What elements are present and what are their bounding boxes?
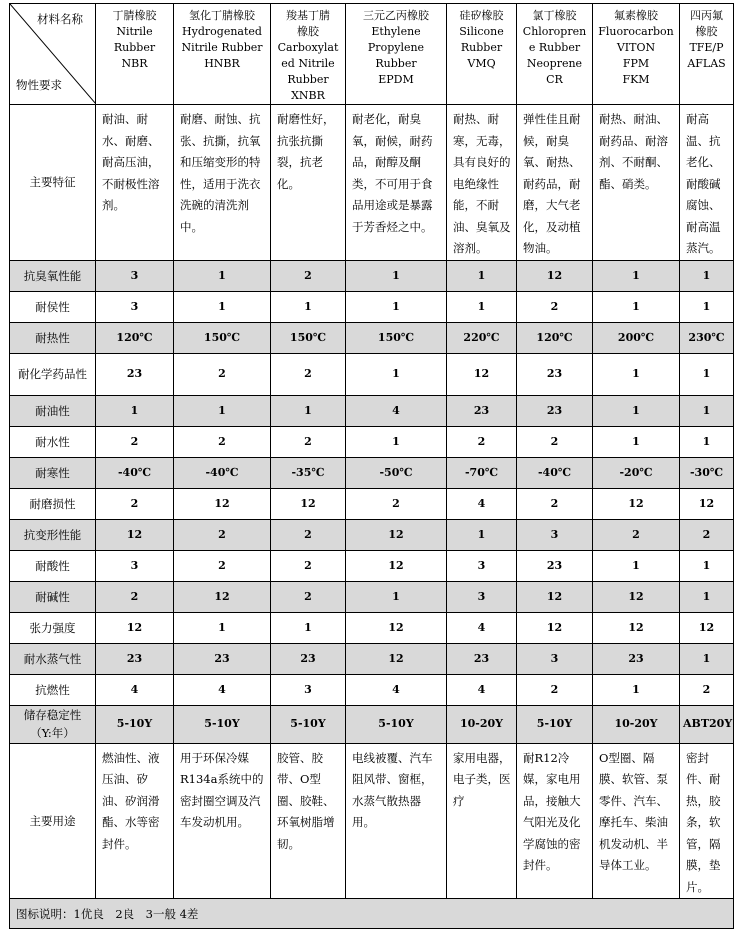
table-cell: 密封件、耐热，胶条，软管，隔膜，垫片。 (680, 743, 734, 899)
table-row (10, 353, 734, 395)
table-row (10, 488, 734, 519)
table-cell: 耐磨、耐蚀、抗张、抗撕，抗氧和压缩变形的特性，适用于洗衣洗碗的清洗剂中。 (174, 105, 271, 261)
table-cell: 5-10Y (517, 705, 593, 743)
row-label: 耐水性 (10, 426, 96, 457)
table-cell: 12 (593, 488, 680, 519)
table-cell: 2 (96, 488, 174, 519)
table-cell: 1 (346, 426, 447, 457)
row-label: 耐碱性 (10, 581, 96, 612)
header-corner-cell (10, 4, 96, 105)
row-label: 抗燃性 (10, 674, 96, 705)
table-cell: 5-10Y (271, 705, 346, 743)
table-cell: 4 (346, 674, 447, 705)
table-cell: 1 (680, 426, 734, 457)
table-cell: 3 (96, 260, 174, 291)
table-cell: 1 (174, 291, 271, 322)
table-cell: 胶管、胶带、O型圈、胶鞋、环氧树脂增韧。 (271, 743, 346, 899)
table-cell: -70℃ (447, 457, 517, 488)
table-cell: 4 (96, 674, 174, 705)
table-row (10, 743, 734, 899)
table-cell: 4 (447, 612, 517, 643)
table-cell: 12 (680, 488, 734, 519)
table-cell: 1 (593, 426, 680, 457)
table-cell: 3 (517, 519, 593, 550)
material-header-4: 硅矽橡胶 Silicone Rubber VMQ (447, 4, 517, 105)
table-cell: 耐热、耐寒，无毒，具有良好的电绝缘性能，不耐油、臭氧及溶剂。 (447, 105, 517, 261)
material-header-2: 羧基丁腈 橡胶 Carboxylat ed Nitrile Rubber XNBR (271, 4, 346, 105)
table-cell: 1 (593, 291, 680, 322)
table-cell: O型圈、隔膜、软管、泵零件、汽车、摩托车、柴油机发动机、半导体工业。 (593, 743, 680, 899)
row-label: 耐水蒸气性 (10, 643, 96, 674)
table-cell: 1 (593, 260, 680, 291)
table-cell: 2 (271, 353, 346, 395)
table-cell: 23 (517, 353, 593, 395)
table-cell: 200℃ (593, 322, 680, 353)
table-row (10, 550, 734, 581)
table-cell: 耐高温、抗老化、耐酸碱腐蚀、耐高温蒸汽。 (680, 105, 734, 261)
table-cell: 120℃ (96, 322, 174, 353)
table-cell: 12 (346, 643, 447, 674)
table-cell: 1 (680, 353, 734, 395)
table-cell: 10-20Y (593, 705, 680, 743)
table-cell: 2 (680, 519, 734, 550)
rubber-properties-table (9, 3, 734, 929)
table-cell: -50℃ (346, 457, 447, 488)
table-cell: 12 (517, 260, 593, 291)
material-header-0: 丁腈橡胶 Nitrile Rubber NBR (96, 4, 174, 105)
table-cell: -40℃ (517, 457, 593, 488)
table-cell: 用于环保冷媒R134a系统中的密封圈空调及汽车发动机用。 (174, 743, 271, 899)
row-label: 耐磨损性 (10, 488, 96, 519)
table-cell: 1 (680, 581, 734, 612)
table-cell: 1 (174, 612, 271, 643)
table-cell: 2 (174, 519, 271, 550)
table-cell: 12 (174, 581, 271, 612)
table-cell: 12 (96, 612, 174, 643)
table-cell: 1 (174, 395, 271, 426)
table-cell: 1 (346, 581, 447, 612)
table-cell: -40℃ (174, 457, 271, 488)
table-cell: 2 (517, 291, 593, 322)
table-cell: 12 (447, 353, 517, 395)
row-label: 耐热性 (10, 322, 96, 353)
table-cell: 12 (174, 488, 271, 519)
table-cell: 1 (174, 260, 271, 291)
table-cell: 23 (447, 643, 517, 674)
row-label: 耐寒性 (10, 457, 96, 488)
table-cell: 150℃ (346, 322, 447, 353)
table-cell: 23 (96, 353, 174, 395)
material-header-1: 氢化丁腈橡胶 Hydrogenated Nitrile Rubber HNBR (174, 4, 271, 105)
table-cell: 2 (517, 488, 593, 519)
table-cell: 5-10Y (346, 705, 447, 743)
table-cell: 4 (346, 395, 447, 426)
table-cell: 1 (593, 353, 680, 395)
table-cell: 1 (593, 550, 680, 581)
table-cell: 3 (517, 643, 593, 674)
material-header-3: 三元乙丙橡胶 Ethylene Propylene Rubber EPDM (346, 4, 447, 105)
table-cell: 耐热、耐油、耐药品、耐溶剂、不耐酮、酯、硝类。 (593, 105, 680, 261)
table-cell: 4 (174, 674, 271, 705)
table-cell: 23 (271, 643, 346, 674)
table-cell: 5-10Y (96, 705, 174, 743)
table-row (10, 519, 734, 550)
table-cell: 耐R12冷媒，家电用品，接触大气阳光及化学腐蚀的密封件。 (517, 743, 593, 899)
corner-material-name-label: 材料名称 (37, 12, 83, 26)
table-cell: 1 (680, 260, 734, 291)
table-cell: 4 (447, 674, 517, 705)
table-cell: 12 (593, 612, 680, 643)
table-cell: 1 (346, 260, 447, 291)
table-cell: 1 (447, 519, 517, 550)
table-row (10, 322, 734, 353)
table-cell: 2 (271, 260, 346, 291)
table-cell: 1 (96, 395, 174, 426)
material-header-6: 氟素橡胶 Fluorocarbon VITON FPM FKM (593, 4, 680, 105)
table-cell: 1 (346, 291, 447, 322)
table-cell: 230℃ (680, 322, 734, 353)
table-cell: 12 (346, 612, 447, 643)
table-cell: 2 (271, 426, 346, 457)
table-cell: 12 (517, 612, 593, 643)
table-cell: 3 (271, 674, 346, 705)
table-cell: 2 (271, 550, 346, 581)
row-label: 耐化学药品性 (10, 353, 96, 395)
table-cell: 12 (346, 550, 447, 581)
table-cell: 1 (680, 550, 734, 581)
table-cell: 家用电器，电子类，医疗 (447, 743, 517, 899)
table-cell: -40℃ (96, 457, 174, 488)
table-row (10, 612, 734, 643)
table-cell: 电线被覆、汽车阻风带、窗框，水蒸气散热器用。 (346, 743, 447, 899)
row-label: 张力强度 (10, 612, 96, 643)
table-cell: 1 (346, 353, 447, 395)
table-cell: 1 (271, 395, 346, 426)
table-cell: 1 (271, 291, 346, 322)
table-cell: 12 (593, 581, 680, 612)
table-cell: 2 (174, 426, 271, 457)
table-cell: 1 (593, 395, 680, 426)
material-header-5: 氯丁橡胶 Chloropren e Rubber Neoprene CR (517, 4, 593, 105)
table-cell: 1 (271, 612, 346, 643)
legend-row (10, 899, 734, 929)
table-cell: 23 (96, 643, 174, 674)
row-label: 耐侯性 (10, 291, 96, 322)
table-row (10, 674, 734, 705)
table-cell: 12 (96, 519, 174, 550)
table-cell: 3 (96, 550, 174, 581)
table-cell: 23 (593, 643, 680, 674)
table-cell: 12 (517, 581, 593, 612)
table-cell: 3 (447, 581, 517, 612)
row-label: 抗变形性能 (10, 519, 96, 550)
table-cell: 120℃ (517, 322, 593, 353)
table-row (10, 395, 734, 426)
table-cell: 2 (96, 581, 174, 612)
table-cell: 耐磨性好，抗张抗撕裂，抗老化。 (271, 105, 346, 261)
table-cell: 2 (517, 674, 593, 705)
table-cell: 4 (447, 488, 517, 519)
table-cell: -30℃ (680, 457, 734, 488)
table-cell: 3 (447, 550, 517, 581)
table-cell: 23 (517, 395, 593, 426)
row-label: 主要用途 (10, 743, 96, 899)
table-cell: 2 (447, 426, 517, 457)
table-cell: 3 (96, 291, 174, 322)
table-cell: 1 (680, 643, 734, 674)
table-cell: 耐老化，耐臭氧，耐候，耐药品，耐醇及酮类，不可用于食品用途或是暴露于芳香烃之中。 (346, 105, 447, 261)
row-label: 主要特征 (10, 105, 96, 261)
table-cell: 150℃ (271, 322, 346, 353)
table-row (10, 426, 734, 457)
table-cell: 1 (680, 291, 734, 322)
table-cell: 23 (447, 395, 517, 426)
table-cell: 12 (271, 488, 346, 519)
row-label: 抗臭氧性能 (10, 260, 96, 291)
table-cell: 2 (174, 353, 271, 395)
table-cell: 2 (96, 426, 174, 457)
table-row (10, 457, 734, 488)
table-cell: 2 (680, 674, 734, 705)
table-cell: 2 (346, 488, 447, 519)
table-cell: 1 (447, 260, 517, 291)
table-row (10, 291, 734, 322)
table-cell: 1 (447, 291, 517, 322)
table-cell: -20℃ (593, 457, 680, 488)
corner-property-label: 物性要求 (16, 78, 62, 92)
row-label: 储存稳定性 （Y:年） (10, 705, 96, 743)
row-label: 耐酸性 (10, 550, 96, 581)
table-cell: 2 (517, 426, 593, 457)
table-cell: 23 (174, 643, 271, 674)
table-cell: 220℃ (447, 322, 517, 353)
table-cell: 2 (174, 550, 271, 581)
table-cell: 23 (517, 550, 593, 581)
table-row (10, 705, 734, 743)
table-row (10, 643, 734, 674)
table-cell: 耐油、耐水、耐磨、耐高压油，不耐极性溶剂。 (96, 105, 174, 261)
table-cell: 1 (680, 395, 734, 426)
table-cell: 弹性佳且耐候，耐臭氧、耐热、耐药品，耐磨，大气老化，及动植物油。 (517, 105, 593, 261)
legend-text: 图标说明：1优良 2良 3一般 4差 (10, 899, 734, 929)
table-row (10, 105, 734, 261)
table-cell: -35℃ (271, 457, 346, 488)
material-header-7: 四丙氟 橡胶 TFE/P AFLAS (680, 4, 734, 105)
table-row (10, 581, 734, 612)
table-cell: 5-10Y (174, 705, 271, 743)
table-cell: 12 (346, 519, 447, 550)
table-cell: 2 (271, 519, 346, 550)
table-cell: 10-20Y (447, 705, 517, 743)
table-cell: 1 (593, 674, 680, 705)
table-cell: 2 (271, 581, 346, 612)
table-cell: 12 (680, 612, 734, 643)
table-cell: 150℃ (174, 322, 271, 353)
table-cell: 2 (593, 519, 680, 550)
table-cell: 燃油性、液压油、矽油、矽润滑酯、水等密封件。 (96, 743, 174, 899)
table-cell: ABT20Y (680, 705, 734, 743)
table-row (10, 260, 734, 291)
row-label: 耐油性 (10, 395, 96, 426)
